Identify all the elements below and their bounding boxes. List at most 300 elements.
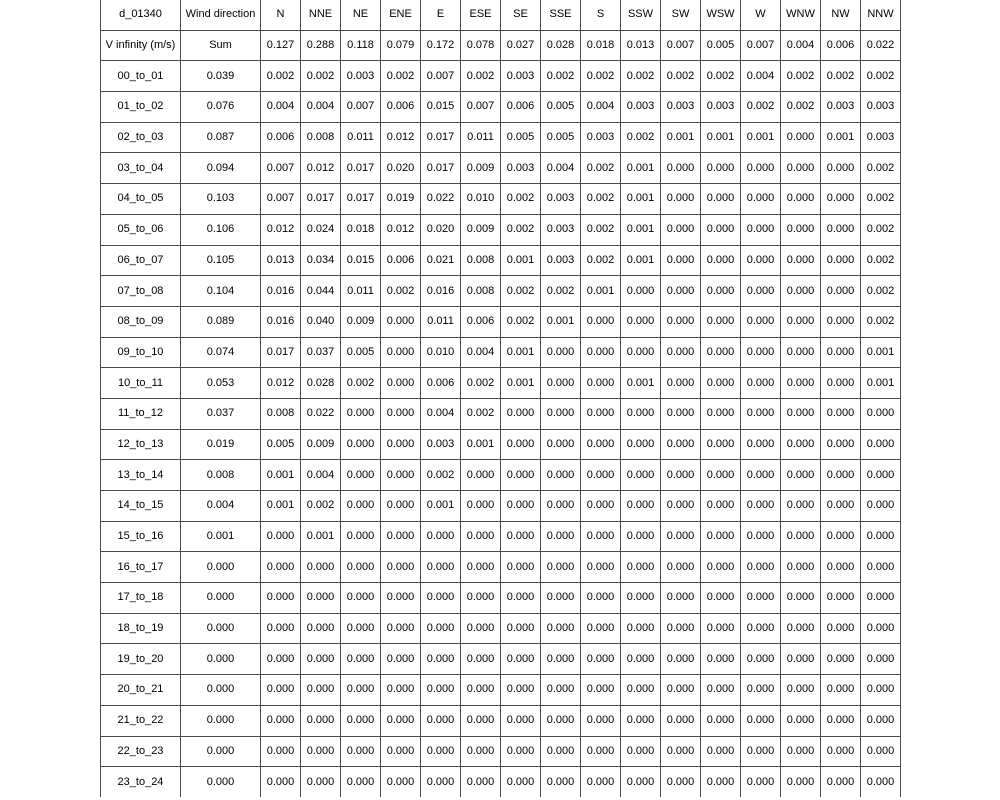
frequency-cell: 0.000 (741, 398, 781, 429)
frequency-cell: 0.000 (701, 460, 741, 491)
frequency-cell: 0.000 (341, 675, 381, 706)
frequency-cell: 0.001 (501, 245, 541, 276)
frequency-cell: 0.000 (261, 675, 301, 706)
frequency-cell: 0.000 (301, 583, 341, 614)
frequency-cell: 0.001 (741, 122, 781, 153)
frequency-cell: 0.000 (781, 122, 821, 153)
speed-bin-label: 21_to_22 (101, 705, 181, 736)
frequency-cell: 0.002 (501, 306, 541, 337)
frequency-cell: 0.000 (821, 521, 861, 552)
frequency-cell: 0.000 (781, 613, 821, 644)
frequency-cell: 0.002 (301, 491, 341, 522)
frequency-cell: 0.000 (421, 644, 461, 675)
table-row (101, 613, 901, 644)
row-sum-cell: 0.039 (181, 61, 261, 92)
direction-sum-cell: 0.004 (781, 30, 821, 61)
frequency-cell: 0.000 (501, 675, 541, 706)
frequency-cell: 0.015 (341, 245, 381, 276)
direction-sum-cell: 0.127 (261, 30, 301, 61)
frequency-cell: 0.000 (701, 613, 741, 644)
direction-sum-cell: 0.079 (381, 30, 421, 61)
frequency-cell: 0.003 (861, 122, 901, 153)
frequency-cell: 0.016 (261, 306, 301, 337)
table-row (101, 61, 901, 92)
frequency-cell: 0.000 (381, 460, 421, 491)
frequency-cell: 0.000 (781, 337, 821, 368)
frequency-cell: 0.011 (341, 122, 381, 153)
frequency-cell: 0.000 (381, 613, 421, 644)
frequency-cell: 0.000 (581, 491, 621, 522)
frequency-cell: 0.000 (741, 429, 781, 460)
frequency-cell: 0.002 (861, 153, 901, 184)
frequency-cell: 0.000 (461, 644, 501, 675)
frequency-cell: 0.000 (701, 552, 741, 583)
table-row (101, 521, 901, 552)
table-row (101, 276, 901, 307)
frequency-cell: 0.000 (301, 644, 341, 675)
frequency-cell: 0.000 (381, 583, 421, 614)
frequency-cell: 0.002 (461, 398, 501, 429)
frequency-cell: 0.001 (421, 491, 461, 522)
frequency-cell: 0.000 (261, 644, 301, 675)
frequency-cell: 0.000 (781, 460, 821, 491)
row-sum-cell: 0.076 (181, 92, 261, 123)
frequency-cell: 0.000 (621, 613, 661, 644)
frequency-cell: 0.000 (661, 705, 701, 736)
frequency-cell: 0.000 (861, 583, 901, 614)
frequency-cell: 0.002 (741, 92, 781, 123)
frequency-cell: 0.000 (381, 398, 421, 429)
frequency-cell: 0.017 (421, 153, 461, 184)
speed-bin-label: 20_to_21 (101, 675, 181, 706)
speed-bin-label: 05_to_06 (101, 214, 181, 245)
frequency-cell: 0.001 (621, 184, 661, 215)
frequency-cell: 0.000 (621, 583, 661, 614)
frequency-cell: 0.000 (581, 368, 621, 399)
table-row (101, 460, 901, 491)
frequency-cell: 0.006 (261, 122, 301, 153)
frequency-cell: 0.000 (461, 491, 501, 522)
frequency-cell: 0.000 (821, 705, 861, 736)
frequency-cell: 0.000 (861, 613, 901, 644)
frequency-cell: 0.000 (781, 491, 821, 522)
frequency-cell: 0.007 (261, 153, 301, 184)
direction-header: NNW (861, 0, 901, 30)
frequency-cell: 0.004 (301, 92, 341, 123)
frequency-cell: 0.000 (501, 613, 541, 644)
speed-bin-label: 06_to_07 (101, 245, 181, 276)
row-sum-cell: 0.074 (181, 337, 261, 368)
table-row (101, 184, 901, 215)
frequency-cell: 0.001 (541, 306, 581, 337)
frequency-cell: 0.006 (421, 368, 461, 399)
row-sum-cell: 0.019 (181, 429, 261, 460)
frequency-cell: 0.017 (301, 184, 341, 215)
frequency-cell: 0.002 (541, 61, 581, 92)
direction-sum-cell: 0.005 (701, 30, 741, 61)
frequency-cell: 0.034 (301, 245, 341, 276)
frequency-cell: 0.003 (421, 429, 461, 460)
frequency-cell: 0.000 (861, 491, 901, 522)
frequency-cell: 0.002 (581, 61, 621, 92)
frequency-cell: 0.002 (501, 214, 541, 245)
frequency-cell: 0.037 (301, 337, 341, 368)
frequency-cell: 0.000 (461, 583, 501, 614)
frequency-cell: 0.018 (341, 214, 381, 245)
frequency-cell: 0.008 (261, 398, 301, 429)
frequency-cell: 0.000 (781, 429, 821, 460)
frequency-cell: 0.002 (621, 61, 661, 92)
frequency-cell: 0.000 (381, 736, 421, 767)
direction-sum-cell: 0.078 (461, 30, 501, 61)
frequency-cell: 0.000 (421, 675, 461, 706)
frequency-cell: 0.002 (621, 122, 661, 153)
row-sum-cell: 0.004 (181, 491, 261, 522)
frequency-cell: 0.000 (621, 675, 661, 706)
frequency-cell: 0.000 (581, 767, 621, 797)
frequency-cell: 0.021 (421, 245, 461, 276)
frequency-cell: 0.000 (821, 552, 861, 583)
direction-header: ENE (381, 0, 421, 30)
frequency-cell: 0.000 (541, 429, 581, 460)
frequency-cell: 0.001 (621, 153, 661, 184)
frequency-cell: 0.002 (581, 245, 621, 276)
frequency-cell: 0.000 (421, 552, 461, 583)
speed-bin-label: 08_to_09 (101, 306, 181, 337)
frequency-cell: 0.001 (821, 122, 861, 153)
frequency-cell: 0.010 (461, 184, 501, 215)
frequency-cell: 0.000 (701, 245, 741, 276)
frequency-cell: 0.006 (381, 92, 421, 123)
frequency-cell: 0.000 (781, 675, 821, 706)
table-row (101, 337, 901, 368)
frequency-cell: 0.019 (381, 184, 421, 215)
frequency-cell: 0.000 (821, 767, 861, 797)
speed-bin-label: 07_to_08 (101, 276, 181, 307)
frequency-cell: 0.008 (461, 245, 501, 276)
frequency-cell: 0.015 (421, 92, 461, 123)
frequency-cell: 0.004 (581, 92, 621, 123)
frequency-cell: 0.000 (821, 583, 861, 614)
frequency-cell: 0.000 (461, 552, 501, 583)
frequency-cell: 0.000 (781, 705, 821, 736)
frequency-cell: 0.000 (621, 276, 661, 307)
direction-sum-cell: 0.006 (821, 30, 861, 61)
frequency-cell: 0.000 (661, 675, 701, 706)
frequency-cell: 0.000 (741, 153, 781, 184)
row-sum-cell: 0.053 (181, 368, 261, 399)
frequency-cell: 0.000 (861, 429, 901, 460)
frequency-cell: 0.000 (661, 398, 701, 429)
frequency-cell: 0.000 (821, 245, 861, 276)
frequency-cell: 0.000 (261, 521, 301, 552)
direction-header: NNE (301, 0, 341, 30)
frequency-cell: 0.000 (781, 214, 821, 245)
frequency-cell: 0.000 (661, 583, 701, 614)
frequency-cell: 0.000 (581, 398, 621, 429)
frequency-cell: 0.000 (701, 521, 741, 552)
frequency-cell: 0.000 (581, 705, 621, 736)
frequency-cell: 0.002 (461, 61, 501, 92)
frequency-cell: 0.000 (581, 460, 621, 491)
speed-bin-label: 15_to_16 (101, 521, 181, 552)
frequency-cell: 0.000 (661, 521, 701, 552)
speed-bin-label: 16_to_17 (101, 552, 181, 583)
frequency-cell: 0.001 (661, 122, 701, 153)
frequency-cell: 0.017 (261, 337, 301, 368)
speed-bin-label: 11_to_12 (101, 398, 181, 429)
frequency-cell: 0.000 (581, 429, 621, 460)
frequency-cell: 0.000 (661, 552, 701, 583)
frequency-cell: 0.002 (381, 276, 421, 307)
table-row (101, 92, 901, 123)
frequency-cell: 0.017 (341, 153, 381, 184)
frequency-cell: 0.000 (301, 613, 341, 644)
frequency-cell: 0.000 (861, 767, 901, 797)
direction-header: SSE (541, 0, 581, 30)
frequency-cell: 0.000 (381, 306, 421, 337)
frequency-cell: 0.000 (581, 675, 621, 706)
frequency-cell: 0.000 (341, 613, 381, 644)
frequency-cell: 0.012 (381, 122, 421, 153)
frequency-cell: 0.000 (701, 644, 741, 675)
speed-bin-label: 04_to_05 (101, 184, 181, 215)
frequency-cell: 0.004 (261, 92, 301, 123)
table-row (101, 552, 901, 583)
frequency-cell: 0.000 (861, 521, 901, 552)
frequency-cell: 0.000 (301, 736, 341, 767)
direction-header: SE (501, 0, 541, 30)
table-row (101, 736, 901, 767)
frequency-cell: 0.000 (821, 675, 861, 706)
frequency-cell: 0.003 (541, 214, 581, 245)
frequency-cell: 0.000 (821, 613, 861, 644)
frequency-cell: 0.003 (861, 92, 901, 123)
frequency-cell: 0.000 (741, 306, 781, 337)
frequency-cell: 0.016 (261, 276, 301, 307)
frequency-cell: 0.009 (461, 214, 501, 245)
frequency-cell: 0.003 (661, 92, 701, 123)
row-sum-cell: 0.000 (181, 705, 261, 736)
frequency-cell: 0.000 (781, 767, 821, 797)
frequency-cell: 0.002 (781, 61, 821, 92)
frequency-cell: 0.002 (581, 153, 621, 184)
frequency-cell: 0.000 (741, 276, 781, 307)
frequency-cell: 0.002 (661, 61, 701, 92)
direction-header: N (261, 0, 301, 30)
frequency-cell: 0.001 (861, 368, 901, 399)
frequency-cell: 0.000 (861, 705, 901, 736)
frequency-cell: 0.000 (541, 613, 581, 644)
frequency-cell: 0.001 (301, 521, 341, 552)
frequency-cell: 0.000 (341, 736, 381, 767)
frequency-cell: 0.002 (781, 92, 821, 123)
frequency-cell: 0.000 (701, 276, 741, 307)
frequency-cell: 0.002 (501, 276, 541, 307)
frequency-cell: 0.000 (261, 583, 301, 614)
frequency-cell: 0.000 (821, 276, 861, 307)
row-sum-cell: 0.087 (181, 122, 261, 153)
direction-sum-cell: 0.007 (661, 30, 701, 61)
table-row (101, 306, 901, 337)
frequency-cell: 0.000 (301, 552, 341, 583)
frequency-cell: 0.000 (661, 491, 701, 522)
table-row (101, 767, 901, 797)
frequency-cell: 0.007 (341, 92, 381, 123)
row-sum-cell: 0.000 (181, 767, 261, 797)
frequency-cell: 0.000 (741, 552, 781, 583)
frequency-cell: 0.000 (341, 491, 381, 522)
frequency-cell: 0.000 (821, 429, 861, 460)
speed-bin-label: 17_to_18 (101, 583, 181, 614)
frequency-cell: 0.000 (381, 368, 421, 399)
row-sum-cell: 0.106 (181, 214, 261, 245)
frequency-cell: 0.000 (621, 736, 661, 767)
frequency-cell: 0.000 (501, 491, 541, 522)
frequency-cell: 0.000 (661, 337, 701, 368)
frequency-cell: 0.002 (541, 276, 581, 307)
frequency-cell: 0.000 (781, 583, 821, 614)
sum-label: Sum (181, 30, 261, 61)
wind-frequency-table (100, 0, 901, 797)
frequency-cell: 0.003 (821, 92, 861, 123)
frequency-cell: 0.000 (861, 398, 901, 429)
table-row (101, 644, 901, 675)
frequency-cell: 0.000 (781, 184, 821, 215)
frequency-cell: 0.012 (261, 368, 301, 399)
frequency-cell: 0.000 (781, 398, 821, 429)
frequency-cell: 0.000 (821, 184, 861, 215)
direction-sum-cell: 0.022 (861, 30, 901, 61)
direction-header: WSW (701, 0, 741, 30)
frequency-cell: 0.000 (341, 429, 381, 460)
row-sum-cell: 0.037 (181, 398, 261, 429)
frequency-cell: 0.000 (701, 214, 741, 245)
frequency-cell: 0.000 (781, 306, 821, 337)
speed-bin-label: 01_to_02 (101, 92, 181, 123)
direction-sum-cell: 0.172 (421, 30, 461, 61)
frequency-cell: 0.000 (501, 644, 541, 675)
frequency-cell: 0.002 (501, 184, 541, 215)
frequency-cell: 0.000 (341, 644, 381, 675)
frequency-cell: 0.000 (261, 613, 301, 644)
frequency-cell: 0.000 (341, 521, 381, 552)
frequency-cell: 0.000 (781, 153, 821, 184)
frequency-cell: 0.000 (821, 736, 861, 767)
frequency-cell: 0.000 (821, 306, 861, 337)
frequency-cell: 0.002 (861, 276, 901, 307)
frequency-cell: 0.000 (341, 583, 381, 614)
speed-bin-label: 18_to_19 (101, 613, 181, 644)
frequency-cell: 0.000 (581, 306, 621, 337)
frequency-cell: 0.000 (541, 398, 581, 429)
direction-header: NW (821, 0, 861, 30)
frequency-cell: 0.000 (661, 613, 701, 644)
frequency-cell: 0.000 (701, 429, 741, 460)
table-row (101, 675, 901, 706)
frequency-cell: 0.010 (421, 337, 461, 368)
direction-header: WNW (781, 0, 821, 30)
table-row (101, 122, 901, 153)
frequency-cell: 0.000 (661, 214, 701, 245)
frequency-cell: 0.002 (861, 306, 901, 337)
frequency-cell: 0.000 (581, 337, 621, 368)
frequency-cell: 0.012 (301, 153, 341, 184)
frequency-cell: 0.000 (621, 460, 661, 491)
direction-header: E (421, 0, 461, 30)
speed-bin-label: 12_to_13 (101, 429, 181, 460)
frequency-cell: 0.000 (661, 644, 701, 675)
direction-header: W (741, 0, 781, 30)
frequency-cell: 0.000 (501, 736, 541, 767)
frequency-cell: 0.000 (461, 521, 501, 552)
frequency-cell: 0.000 (261, 705, 301, 736)
frequency-cell: 0.000 (741, 368, 781, 399)
frequency-cell: 0.022 (301, 398, 341, 429)
header-row (101, 0, 901, 30)
frequency-cell: 0.044 (301, 276, 341, 307)
frequency-cell: 0.007 (421, 61, 461, 92)
frequency-cell: 0.000 (461, 460, 501, 491)
frequency-cell: 0.000 (741, 767, 781, 797)
frequency-cell: 0.000 (701, 767, 741, 797)
table-row (101, 153, 901, 184)
frequency-cell: 0.000 (741, 521, 781, 552)
frequency-cell: 0.002 (821, 61, 861, 92)
frequency-cell: 0.004 (741, 61, 781, 92)
table-row (101, 429, 901, 460)
frequency-cell: 0.002 (421, 460, 461, 491)
frequency-cell: 0.000 (621, 337, 661, 368)
frequency-cell: 0.003 (541, 245, 581, 276)
frequency-cell: 0.000 (581, 552, 621, 583)
frequency-cell: 0.002 (861, 61, 901, 92)
frequency-cell: 0.000 (581, 736, 621, 767)
frequency-cell: 0.003 (341, 61, 381, 92)
frequency-cell: 0.000 (261, 736, 301, 767)
frequency-cell: 0.017 (341, 184, 381, 215)
frequency-cell: 0.002 (341, 368, 381, 399)
table-row (101, 583, 901, 614)
frequency-cell: 0.005 (261, 429, 301, 460)
frequency-cell: 0.000 (381, 521, 421, 552)
frequency-cell: 0.016 (421, 276, 461, 307)
frequency-cell: 0.000 (741, 245, 781, 276)
frequency-cell: 0.003 (701, 92, 741, 123)
frequency-cell: 0.008 (301, 122, 341, 153)
row-sum-cell: 0.105 (181, 245, 261, 276)
frequency-cell: 0.000 (541, 705, 581, 736)
direction-sum-cell: 0.007 (741, 30, 781, 61)
frequency-cell: 0.002 (861, 245, 901, 276)
frequency-cell: 0.001 (501, 368, 541, 399)
row-sum-cell: 0.103 (181, 184, 261, 215)
frequency-cell: 0.011 (341, 276, 381, 307)
frequency-cell: 0.005 (541, 92, 581, 123)
frequency-cell: 0.004 (461, 337, 501, 368)
frequency-cell: 0.000 (621, 644, 661, 675)
frequency-cell: 0.000 (661, 460, 701, 491)
frequency-cell: 0.000 (621, 705, 661, 736)
speed-bin-label: 14_to_15 (101, 491, 181, 522)
speed-bin-label: 03_to_04 (101, 153, 181, 184)
frequency-cell: 0.000 (541, 675, 581, 706)
speed-bin-label: 22_to_23 (101, 736, 181, 767)
frequency-cell: 0.001 (261, 491, 301, 522)
frequency-cell: 0.007 (461, 92, 501, 123)
frequency-cell: 0.000 (781, 644, 821, 675)
row-sum-cell: 0.104 (181, 276, 261, 307)
